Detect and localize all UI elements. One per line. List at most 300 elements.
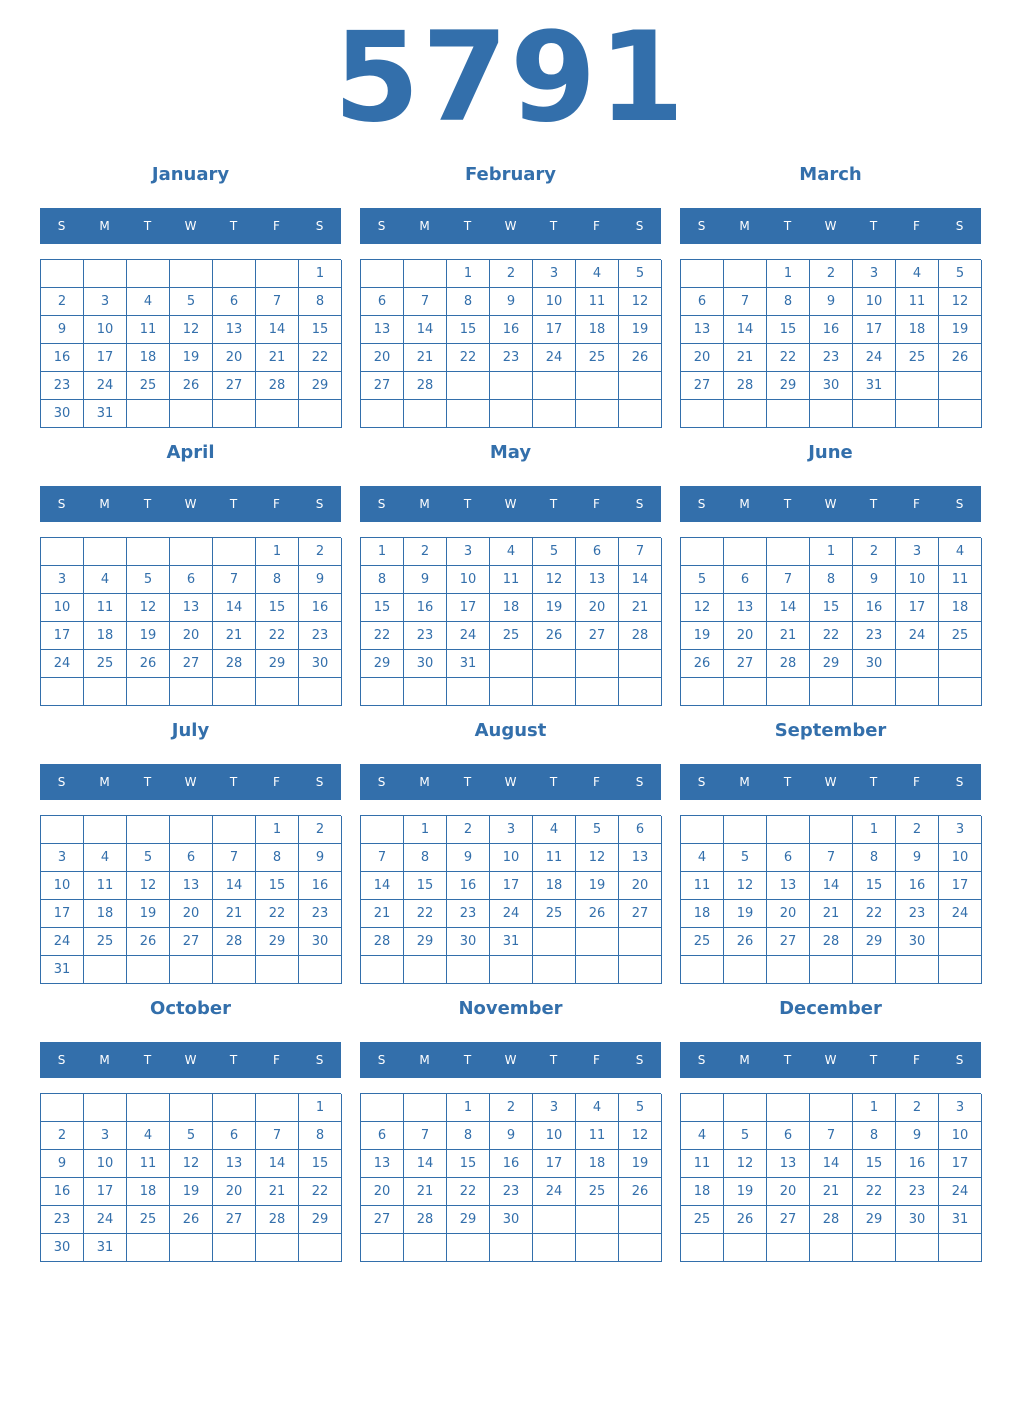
day-cell: 27 — [724, 650, 767, 678]
day-cell: 28 — [724, 372, 767, 400]
weekday-label: M — [739, 775, 750, 789]
empty-day-cell — [853, 1234, 896, 1262]
weekday-header — [40, 208, 341, 244]
day-cell: 16 — [853, 594, 896, 622]
day-cell: 4 — [84, 844, 127, 872]
day-cell: 16 — [299, 872, 342, 900]
day-grid — [40, 537, 341, 706]
day-cell: 8 — [447, 1122, 490, 1150]
day-cell: 24 — [490, 900, 533, 928]
empty-day-cell — [84, 260, 127, 288]
day-cell: 23 — [404, 622, 447, 650]
empty-day-cell — [767, 1094, 810, 1122]
day-cell: 23 — [896, 900, 939, 928]
weekday-label: M — [99, 497, 110, 511]
day-cell: 15 — [447, 1150, 490, 1178]
day-cell: 5 — [619, 1094, 662, 1122]
day-cell: 26 — [576, 900, 619, 928]
day-cell: 25 — [84, 928, 127, 956]
day-cell: 8 — [256, 566, 299, 594]
day-cell: 29 — [447, 1206, 490, 1234]
day-cell: 7 — [213, 566, 256, 594]
day-cell: 14 — [213, 594, 256, 622]
empty-day-cell — [724, 260, 767, 288]
day-grid — [680, 537, 981, 706]
day-cell: 9 — [896, 1122, 939, 1150]
empty-day-cell — [896, 400, 939, 428]
month-name: January — [151, 164, 230, 185]
day-grid — [360, 537, 661, 706]
empty-day-cell — [896, 650, 939, 678]
empty-day-cell — [213, 1234, 256, 1262]
day-cell: 16 — [810, 316, 853, 344]
day-cell: 11 — [127, 1150, 170, 1178]
day-cell: 6 — [767, 844, 810, 872]
day-cell: 12 — [127, 594, 170, 622]
day-cell: 24 — [853, 344, 896, 372]
empty-day-cell — [810, 400, 853, 428]
day-cell: 27 — [681, 372, 724, 400]
empty-day-cell — [724, 1094, 767, 1122]
empty-day-cell — [533, 678, 576, 706]
day-cell: 19 — [681, 622, 724, 650]
weekday-label: F — [593, 497, 600, 511]
day-cell: 3 — [939, 1094, 982, 1122]
weekday-label: W — [504, 219, 517, 233]
day-cell: 15 — [299, 1150, 342, 1178]
weekday-header — [360, 486, 661, 522]
month-name: October — [150, 998, 231, 1019]
day-cell: 17 — [490, 872, 533, 900]
day-cell: 3 — [84, 288, 127, 316]
empty-day-cell — [170, 260, 213, 288]
empty-day-cell — [299, 1234, 342, 1262]
day-cell: 14 — [619, 566, 662, 594]
day-cell: 9 — [490, 1122, 533, 1150]
weekday-label: W — [504, 497, 517, 511]
empty-day-cell — [490, 650, 533, 678]
day-cell: 8 — [767, 288, 810, 316]
weekday-label: S — [57, 1053, 66, 1067]
day-cell: 29 — [404, 928, 447, 956]
weekday-label: F — [913, 497, 920, 511]
day-cell: 5 — [724, 1122, 767, 1150]
day-cell: 5 — [619, 260, 662, 288]
day-cell: 30 — [41, 1234, 84, 1262]
weekday-label: M — [419, 219, 430, 233]
day-cell: 9 — [41, 316, 84, 344]
day-grid — [680, 259, 981, 428]
day-cell: 7 — [256, 288, 299, 316]
month-february — [360, 160, 661, 430]
day-cell: 17 — [533, 316, 576, 344]
day-cell: 18 — [127, 1178, 170, 1206]
day-cell: 25 — [681, 928, 724, 956]
day-cell: 17 — [896, 594, 939, 622]
empty-day-cell — [213, 956, 256, 984]
empty-day-cell — [853, 400, 896, 428]
day-cell: 29 — [256, 650, 299, 678]
day-cell: 20 — [767, 1178, 810, 1206]
day-cell: 2 — [853, 538, 896, 566]
day-cell: 10 — [939, 1122, 982, 1150]
weekday-label: S — [635, 1053, 644, 1067]
weekday-label: S — [315, 1053, 324, 1067]
day-cell: 4 — [681, 1122, 724, 1150]
day-cell: 2 — [896, 1094, 939, 1122]
empty-day-cell — [576, 1234, 619, 1262]
day-cell: 21 — [767, 622, 810, 650]
day-cell: 10 — [533, 288, 576, 316]
day-cell: 15 — [256, 594, 299, 622]
day-cell: 1 — [767, 260, 810, 288]
day-cell: 2 — [490, 1094, 533, 1122]
day-cell: 4 — [576, 1094, 619, 1122]
day-grid — [680, 815, 981, 984]
day-cell: 1 — [256, 816, 299, 844]
weekday-label: S — [377, 219, 386, 233]
month-name: May — [489, 442, 532, 463]
day-cell: 26 — [939, 344, 982, 372]
empty-day-cell — [681, 538, 724, 566]
weekday-label: W — [184, 219, 197, 233]
weekday-label: W — [504, 1053, 517, 1067]
day-cell: 30 — [896, 928, 939, 956]
day-cell: 27 — [170, 928, 213, 956]
day-cell: 18 — [576, 316, 619, 344]
day-cell: 10 — [84, 1150, 127, 1178]
day-cell: 27 — [361, 1206, 404, 1234]
day-cell: 5 — [127, 566, 170, 594]
day-cell: 9 — [299, 566, 342, 594]
day-cell: 28 — [213, 928, 256, 956]
empty-day-cell — [84, 956, 127, 984]
empty-day-cell — [256, 260, 299, 288]
day-cell: 2 — [299, 538, 342, 566]
day-cell: 26 — [681, 650, 724, 678]
day-cell: 18 — [84, 900, 127, 928]
empty-day-cell — [724, 678, 767, 706]
day-cell: 17 — [939, 1150, 982, 1178]
day-cell: 20 — [576, 594, 619, 622]
day-cell: 11 — [84, 594, 127, 622]
day-cell: 21 — [213, 900, 256, 928]
empty-day-cell — [213, 1094, 256, 1122]
empty-day-cell — [170, 1094, 213, 1122]
day-cell: 27 — [170, 650, 213, 678]
year-title: 5791 — [333, 6, 687, 150]
weekday-label: W — [824, 219, 837, 233]
day-cell: 1 — [299, 260, 342, 288]
empty-day-cell — [939, 650, 982, 678]
day-cell: 9 — [404, 566, 447, 594]
weekday-label: M — [99, 1053, 110, 1067]
empty-day-cell — [361, 816, 404, 844]
day-cell: 18 — [127, 344, 170, 372]
day-cell: 6 — [213, 1122, 256, 1150]
day-cell: 12 — [170, 316, 213, 344]
empty-day-cell — [170, 1234, 213, 1262]
empty-day-cell — [213, 816, 256, 844]
day-cell: 27 — [619, 900, 662, 928]
empty-day-cell — [619, 650, 662, 678]
day-cell: 9 — [299, 844, 342, 872]
day-cell: 4 — [896, 260, 939, 288]
day-cell: 31 — [853, 372, 896, 400]
day-cell: 13 — [170, 872, 213, 900]
day-cell: 14 — [810, 1150, 853, 1178]
day-cell: 28 — [810, 1206, 853, 1234]
weekday-label: F — [273, 497, 280, 511]
month-january — [40, 160, 341, 430]
empty-day-cell — [404, 400, 447, 428]
day-cell: 19 — [576, 872, 619, 900]
day-cell: 19 — [619, 1150, 662, 1178]
day-cell: 26 — [619, 1178, 662, 1206]
day-cell: 30 — [810, 372, 853, 400]
empty-day-cell — [896, 372, 939, 400]
day-cell: 5 — [681, 566, 724, 594]
day-cell: 25 — [939, 622, 982, 650]
day-cell: 21 — [213, 622, 256, 650]
day-cell: 25 — [533, 900, 576, 928]
empty-day-cell — [810, 956, 853, 984]
day-cell: 2 — [404, 538, 447, 566]
day-cell: 22 — [447, 1178, 490, 1206]
day-cell: 17 — [84, 1178, 127, 1206]
day-cell: 7 — [810, 844, 853, 872]
weekday-label: F — [593, 219, 600, 233]
day-cell: 11 — [681, 872, 724, 900]
empty-day-cell — [724, 956, 767, 984]
day-cell: 8 — [853, 1122, 896, 1150]
day-cell: 9 — [447, 844, 490, 872]
day-cell: 28 — [619, 622, 662, 650]
day-cell: 24 — [84, 372, 127, 400]
day-cell: 1 — [256, 538, 299, 566]
weekday-label: S — [955, 1053, 964, 1067]
day-cell: 17 — [447, 594, 490, 622]
empty-day-cell — [127, 956, 170, 984]
day-cell: 20 — [724, 622, 767, 650]
month-july — [40, 716, 341, 986]
day-cell: 3 — [896, 538, 939, 566]
empty-day-cell — [576, 1206, 619, 1234]
weekday-label: T — [463, 1053, 472, 1067]
day-cell: 8 — [256, 844, 299, 872]
day-cell: 28 — [256, 372, 299, 400]
empty-day-cell — [533, 1206, 576, 1234]
weekday-label: S — [377, 497, 386, 511]
day-cell: 4 — [576, 260, 619, 288]
day-cell: 18 — [681, 1178, 724, 1206]
empty-day-cell — [127, 260, 170, 288]
day-cell: 24 — [533, 344, 576, 372]
day-cell: 1 — [404, 816, 447, 844]
weekday-header — [680, 1042, 981, 1078]
day-cell: 10 — [84, 316, 127, 344]
day-cell: 19 — [170, 344, 213, 372]
empty-day-cell — [84, 538, 127, 566]
day-grid — [40, 1093, 341, 1262]
weekday-label: S — [57, 219, 66, 233]
day-cell: 23 — [490, 344, 533, 372]
day-cell: 29 — [810, 650, 853, 678]
month-march — [680, 160, 981, 430]
day-cell: 10 — [853, 288, 896, 316]
day-cell: 23 — [41, 372, 84, 400]
empty-day-cell — [767, 538, 810, 566]
day-cell: 12 — [533, 566, 576, 594]
empty-day-cell — [404, 260, 447, 288]
weekday-label: T — [549, 497, 558, 511]
day-cell: 14 — [810, 872, 853, 900]
weekday-label: T — [229, 775, 238, 789]
empty-day-cell — [896, 956, 939, 984]
empty-day-cell — [724, 538, 767, 566]
empty-day-cell — [170, 816, 213, 844]
empty-day-cell — [853, 956, 896, 984]
day-cell: 20 — [361, 344, 404, 372]
empty-day-cell — [361, 1234, 404, 1262]
day-cell: 29 — [256, 928, 299, 956]
day-cell: 3 — [41, 566, 84, 594]
empty-day-cell — [299, 678, 342, 706]
day-cell: 22 — [256, 622, 299, 650]
weekday-label: F — [593, 1053, 600, 1067]
day-cell: 20 — [213, 1178, 256, 1206]
day-cell: 24 — [939, 900, 982, 928]
empty-day-cell — [41, 260, 84, 288]
weekday-label: W — [824, 775, 837, 789]
weekday-label: S — [955, 775, 964, 789]
empty-day-cell — [810, 678, 853, 706]
empty-day-cell — [213, 538, 256, 566]
day-cell: 18 — [490, 594, 533, 622]
weekday-label: S — [315, 219, 324, 233]
day-cell: 25 — [576, 344, 619, 372]
weekday-label: F — [273, 775, 280, 789]
day-cell: 15 — [853, 872, 896, 900]
empty-day-cell — [939, 400, 982, 428]
day-cell: 11 — [84, 872, 127, 900]
day-cell: 12 — [127, 872, 170, 900]
empty-day-cell — [170, 678, 213, 706]
weekday-label: M — [99, 775, 110, 789]
day-cell: 16 — [896, 1150, 939, 1178]
day-cell: 25 — [490, 622, 533, 650]
empty-day-cell — [447, 372, 490, 400]
day-cell: 19 — [724, 900, 767, 928]
weekday-label: T — [143, 775, 152, 789]
day-cell: 16 — [447, 872, 490, 900]
day-cell: 31 — [84, 1234, 127, 1262]
weekday-label: S — [57, 497, 66, 511]
empty-day-cell — [41, 1094, 84, 1122]
weekday-label: T — [783, 497, 792, 511]
empty-day-cell — [299, 956, 342, 984]
weekday-label: T — [463, 775, 472, 789]
day-cell: 23 — [299, 900, 342, 928]
empty-day-cell — [361, 956, 404, 984]
weekday-label: T — [869, 219, 878, 233]
weekday-label: T — [229, 1053, 238, 1067]
day-cell: 6 — [767, 1122, 810, 1150]
empty-day-cell — [619, 1234, 662, 1262]
day-cell: 23 — [299, 622, 342, 650]
empty-day-cell — [170, 956, 213, 984]
weekday-label: T — [783, 219, 792, 233]
day-cell: 19 — [533, 594, 576, 622]
day-cell: 27 — [767, 1206, 810, 1234]
day-cell: 1 — [853, 1094, 896, 1122]
empty-day-cell — [810, 816, 853, 844]
weekday-label: W — [824, 1053, 837, 1067]
day-cell: 25 — [127, 1206, 170, 1234]
day-cell: 6 — [213, 288, 256, 316]
weekday-label: M — [419, 497, 430, 511]
weekday-label: M — [419, 775, 430, 789]
day-cell: 17 — [533, 1150, 576, 1178]
day-cell: 21 — [256, 1178, 299, 1206]
day-cell: 8 — [853, 844, 896, 872]
day-cell: 6 — [619, 816, 662, 844]
day-cell: 1 — [447, 1094, 490, 1122]
empty-day-cell — [447, 1234, 490, 1262]
day-cell: 2 — [896, 816, 939, 844]
empty-day-cell — [576, 956, 619, 984]
day-cell: 29 — [361, 650, 404, 678]
day-cell: 9 — [853, 566, 896, 594]
day-cell: 16 — [490, 1150, 533, 1178]
day-cell: 26 — [724, 928, 767, 956]
month-october — [40, 994, 341, 1264]
day-cell: 16 — [490, 316, 533, 344]
day-cell: 30 — [490, 1206, 533, 1234]
weekday-label: T — [549, 1053, 558, 1067]
empty-day-cell — [619, 956, 662, 984]
day-cell: 2 — [41, 1122, 84, 1150]
empty-day-cell — [939, 372, 982, 400]
day-cell: 20 — [619, 872, 662, 900]
day-cell: 22 — [299, 344, 342, 372]
empty-day-cell — [127, 1094, 170, 1122]
day-cell: 26 — [127, 928, 170, 956]
month-september — [680, 716, 981, 986]
empty-day-cell — [447, 956, 490, 984]
month-name: June — [808, 442, 853, 463]
day-cell: 16 — [41, 344, 84, 372]
day-cell: 10 — [41, 872, 84, 900]
empty-day-cell — [576, 372, 619, 400]
day-cell: 4 — [127, 288, 170, 316]
empty-day-cell — [767, 1234, 810, 1262]
day-cell: 20 — [767, 900, 810, 928]
day-cell: 16 — [41, 1178, 84, 1206]
day-cell: 28 — [767, 650, 810, 678]
weekday-label: S — [315, 497, 324, 511]
weekday-label: M — [739, 219, 750, 233]
day-cell: 12 — [724, 1150, 767, 1178]
weekday-label: S — [315, 775, 324, 789]
day-cell: 23 — [490, 1178, 533, 1206]
empty-day-cell — [361, 260, 404, 288]
day-cell: 13 — [767, 872, 810, 900]
day-cell: 22 — [256, 900, 299, 928]
day-cell: 23 — [41, 1206, 84, 1234]
day-cell: 12 — [939, 288, 982, 316]
day-cell: 22 — [767, 344, 810, 372]
